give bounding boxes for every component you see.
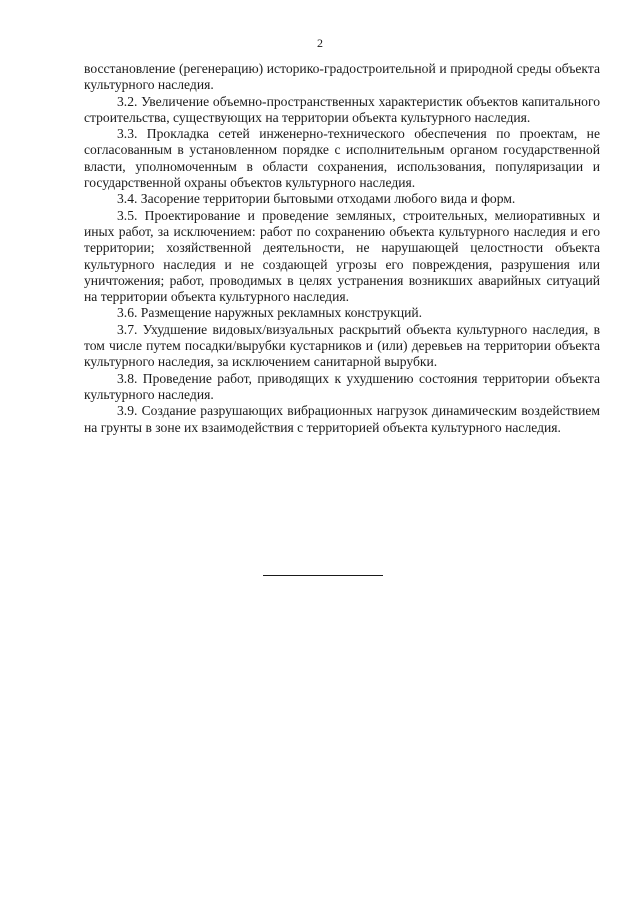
paragraph-3-2: 3.2. Увеличение объемно-пространственных характеристик объектов капитального строительства, существующих на территории объекта культурного наследия. [84,93,600,125]
paragraph-3-6: 3.6. Размещение наружных рекламных конструкций. [117,305,423,321]
paragraph-3-7: 3.7. Ухудшение видовых/визуальных раскрытий объекта культурного наследия, в том числе путем посадки/вырубки кустарников и (или) деревьев на территории объекта культурного наследия, за исключением санитарной вырубки. [84,321,600,370]
paragraph-3-4: 3.4. Засорение территории бытовыми отходами любого вида и форм. [117,191,516,207]
page-number: 2 [317,36,323,50]
paragraph-continuation: восстановление (регенерацию) историко-градостроительной и природной среды объекта культурного наследия. [84,61,600,93]
paragraph-3-8: 3.8. Проведение работ, приводящих к ухудшению состояния территории объекта культурного наследия. [84,370,600,402]
document-body [84,61,600,436]
closing-divider-line [263,575,383,576]
paragraph-3-3: 3.3. Прокладка сетей инженерно-технического обеспечения по проектам, не согласованным в установленном порядке с исполнительным органом государственной власти, уполномоченным в области сохранения, использования, популяризации и государственной охраны объектов культурного наследия. [84,126,600,191]
paragraph-3-5: 3.5. Проектирование и проведение земляных, строительных, мелиоративных и иных работ, за исключением: работ по сохранению объекта культурного наследия и его территории; хозяйственной деятельности, не нарушающей целостности объекта культурного наследия и не создающей угрозы его повреждения, разрушения или уничтожения; работ, проводимых в целях устранения возникших аварийных ситуаций на территории объекта культурного наследия. [84,207,600,305]
paragraph-3-9: 3.9. Создание разрушающих вибрационных нагрузок динамическим воздействием на грунты в зоне их взаимодействия с территорией объекта культурного наследия. [84,403,600,435]
